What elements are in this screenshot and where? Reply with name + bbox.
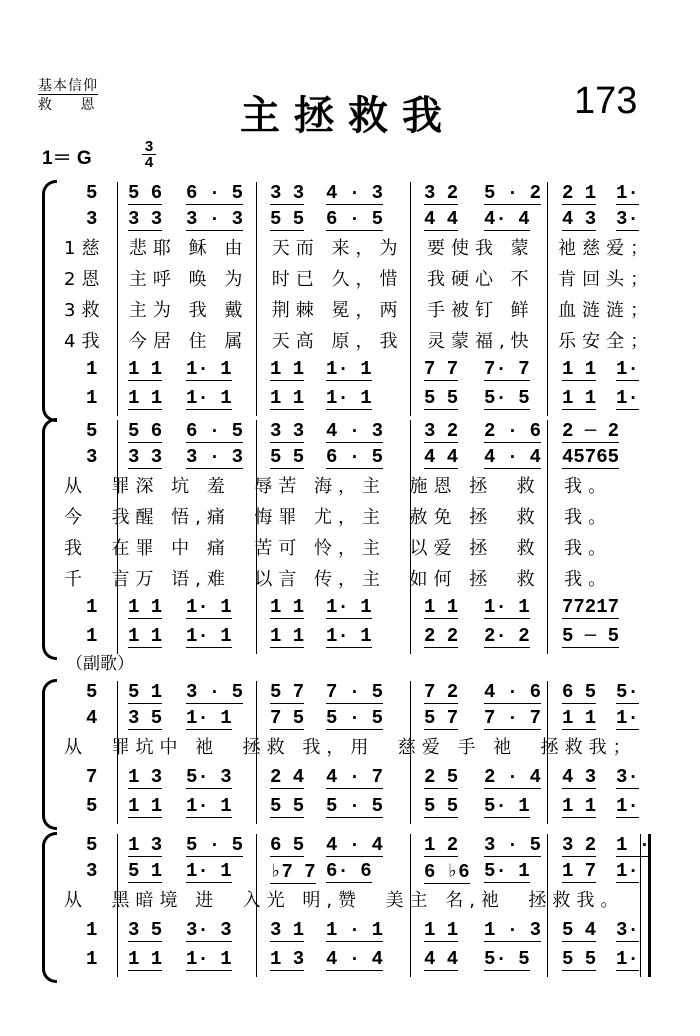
- note-row: [0, 681, 700, 707]
- note-cell: 4 4: [424, 948, 459, 970]
- note-cell: 4 · 4: [484, 446, 542, 468]
- note-cell: 1· 1: [186, 358, 232, 380]
- note-cell: 5 5: [270, 208, 305, 230]
- note-cell: 4 3: [562, 208, 597, 230]
- note-cell: 2 ─ 2: [562, 420, 620, 442]
- category-label: 基本信仰: [38, 78, 98, 94]
- note-row: [0, 948, 700, 977]
- note-cell: 4 · 4: [326, 948, 384, 970]
- note-cell: 1 1: [128, 387, 163, 409]
- lyric-line: 从 罪深 坑 羞 辱苦 海，主 施恩 拯 救 我。: [64, 476, 613, 497]
- note-cell: 3: [86, 208, 98, 230]
- note-cell: 1 1: [562, 795, 597, 817]
- note-cell: 3 · 3: [186, 208, 244, 230]
- note-cell: 2 · 6: [484, 420, 542, 442]
- note-row: [0, 834, 700, 860]
- chorus-label: （副歌）: [66, 654, 134, 674]
- note-cell: 5 4: [562, 919, 597, 941]
- note-row: [0, 387, 700, 416]
- note-cell: 1·: [616, 358, 639, 380]
- note-cell: 1 3: [128, 766, 163, 788]
- note-cell: 5 · 5: [326, 707, 384, 729]
- note-cell: 1·: [616, 707, 639, 729]
- lyric-line: 千 言万 语,难 以言 传，主 如何 拯 救 我。: [64, 569, 613, 590]
- note-cell: 4· 4: [484, 208, 530, 230]
- note-cell: 1 1: [562, 707, 597, 729]
- note-cell: ♭7 7: [270, 861, 316, 883]
- lyric-line: 从 黑暗境 进 入光 明,赞 美主 名,祂 拯救我。: [64, 890, 625, 911]
- note-cell: 5· 3: [186, 766, 232, 788]
- note-cell: 1: [86, 358, 98, 380]
- note-cell: 4 4: [424, 446, 459, 468]
- note-cell: 1·: [616, 860, 639, 882]
- key-signature: 1＝ G: [42, 148, 92, 169]
- note-cell: 6 · 5: [326, 208, 384, 230]
- note-cell: 2 · 4: [484, 766, 542, 788]
- note-cell: 5 · 5: [186, 834, 244, 856]
- note-cell: 7 · 5: [326, 681, 384, 703]
- note-cell: 1· 1: [326, 387, 372, 409]
- note-cell: 1 1: [128, 625, 163, 647]
- note-cell: 1·: [616, 182, 639, 204]
- lyric-line: 3救 主为 我 戴 荆棘 冕，两 手被钉 鲜 血涟涟；: [64, 300, 655, 321]
- note-cell: 3 3: [270, 420, 305, 442]
- note-cell: 4: [86, 707, 98, 729]
- note-cell: 1: [86, 625, 98, 647]
- note-cell: 4 · 7: [326, 766, 384, 788]
- note-cell: 6 ♭6: [424, 861, 470, 883]
- note-cell: 5: [86, 795, 98, 817]
- note-cell: 1 2: [424, 834, 459, 856]
- note-cell: 1· 1: [326, 625, 372, 647]
- note-cell: 2 1: [562, 182, 597, 204]
- note-cell: 1 1: [270, 358, 305, 380]
- note-cell: 5 6: [128, 420, 163, 442]
- note-row: [0, 860, 700, 886]
- note-cell: 5: [86, 834, 98, 856]
- lyric-line: 1慈 悲耶 稣 由 天而 来，为 要使我 蒙 祂慈爱；: [64, 238, 655, 259]
- note-cell: 5 5: [270, 795, 305, 817]
- note-cell: 5 1: [128, 860, 163, 882]
- lyric-line: 4我 今居 住 属 天高 原，我 灵蒙福,快 乐安全；: [64, 331, 655, 352]
- note-row: [0, 596, 700, 625]
- note-cell: 5 · 5: [326, 795, 384, 817]
- note-cell: 1: [86, 948, 98, 970]
- note-cell: 1·: [616, 795, 639, 817]
- time-signature: [142, 139, 156, 170]
- note-cell: 1 1: [270, 387, 305, 409]
- note-cell: 5·: [616, 681, 639, 703]
- note-cell: 3 3: [128, 208, 163, 230]
- note-cell: 3 1: [270, 919, 305, 941]
- note-cell: 1· 1: [186, 707, 232, 729]
- note-cell: 5· 5: [484, 387, 530, 409]
- note-cell: 5 ─ 5: [562, 625, 620, 647]
- note-cell: 6· 6: [326, 860, 372, 882]
- note-cell: 3 3: [128, 446, 163, 468]
- note-cell: 5· 1: [484, 860, 530, 882]
- note-cell: 5 6: [128, 182, 163, 204]
- note-cell: 5· 1: [484, 795, 530, 817]
- note-cell: 1 3: [128, 834, 163, 856]
- note-cell: 1 7: [562, 860, 597, 882]
- note-row: [0, 208, 700, 234]
- note-cell: 4 3: [562, 766, 597, 788]
- note-cell: 1· 1: [326, 358, 372, 380]
- note-cell: 5 5: [424, 795, 459, 817]
- note-cell: 3: [86, 860, 98, 882]
- lyric-line: 我 在罪 中 痛 苦可 怜，主 以爱 拯 救 我。: [64, 538, 613, 559]
- note-row: [0, 766, 700, 795]
- lyric-line: 2恩 主呼 唤 为 时已 久，惜 我硬心 不 肯回头；: [64, 269, 655, 290]
- note-cell: 3 5: [128, 919, 163, 941]
- note-row: [0, 795, 700, 824]
- lyric-line: 从 罪坑中 祂 拯救 我，用 慈爱 手 祂 拯救我；: [64, 737, 637, 758]
- note-cell: 1·: [616, 387, 639, 409]
- hymn-number: 173: [574, 80, 638, 122]
- note-cell: 6 5: [562, 681, 597, 703]
- note-cell: 3 2: [424, 420, 459, 442]
- note-row: [0, 919, 700, 948]
- lyric-line: 今 我醒 悟,痛 悔罪 尤，主 赦免 拯 救 我。: [64, 507, 613, 528]
- note-cell: 1 1: [270, 596, 305, 618]
- note-cell: 2 5: [424, 766, 459, 788]
- note-cell: 6 · 5: [186, 182, 244, 204]
- note-cell: 3 2: [424, 182, 459, 204]
- note-row: [0, 182, 700, 208]
- note-cell: 4 · 3: [326, 420, 384, 442]
- note-row: [0, 420, 700, 446]
- note-cell: 5 7: [270, 681, 305, 703]
- note-cell: 7 5: [270, 707, 305, 729]
- note-cell: 1 1: [270, 625, 305, 647]
- note-cell: 3 2: [562, 834, 597, 856]
- note-cell: 5 · 2: [484, 182, 542, 204]
- note-cell: 1 1: [128, 596, 163, 618]
- note-cell: 1 ·: [616, 834, 651, 856]
- note-cell: 3 · 5: [186, 681, 244, 703]
- note-cell: 1 3: [270, 948, 305, 970]
- note-cell: 3 · 3: [186, 446, 244, 468]
- hymn-title: 主拯救我: [240, 93, 456, 139]
- note-cell: 3: [86, 446, 98, 468]
- note-cell: 5 5: [562, 948, 597, 970]
- note-cell: 1 1: [562, 387, 597, 409]
- note-cell: 1· 1: [326, 596, 372, 618]
- note-cell: 7· 7: [484, 358, 530, 380]
- time-signature-top: 3: [142, 139, 156, 155]
- note-cell: 1 · 1: [326, 919, 384, 941]
- note-cell: 5· 5: [484, 948, 530, 970]
- note-row: [0, 358, 700, 387]
- note-cell: 1· 1: [186, 948, 232, 970]
- note-row: [0, 707, 700, 733]
- note-cell: 1· 1: [186, 625, 232, 647]
- note-cell: 3 · 5: [484, 834, 542, 856]
- note-cell: 1 1: [128, 795, 163, 817]
- note-cell: 7: [86, 766, 98, 788]
- note-cell: 1 1: [562, 358, 597, 380]
- note-cell: 3 3: [270, 182, 305, 204]
- note-cell: 77217: [562, 596, 620, 618]
- note-cell: 5: [86, 681, 98, 703]
- note-cell: 1 1: [128, 358, 163, 380]
- note-cell: 1 1: [424, 596, 459, 618]
- note-cell: 4 · 6: [484, 681, 542, 703]
- note-cell: 1· 1: [186, 860, 232, 882]
- note-cell: 5 5: [270, 446, 305, 468]
- note-cell: 3·: [616, 766, 639, 788]
- note-cell: 4 · 3: [326, 182, 384, 204]
- note-cell: 3 5: [128, 707, 163, 729]
- note-cell: 5 1: [128, 681, 163, 703]
- note-cell: 6 · 5: [326, 446, 384, 468]
- note-cell: 7 2: [424, 681, 459, 703]
- note-cell: 5 7: [424, 707, 459, 729]
- note-cell: 1 1: [128, 948, 163, 970]
- note-cell: 3· 3: [186, 919, 232, 941]
- note-cell: 3·: [616, 208, 639, 230]
- note-cell: 5: [86, 182, 98, 204]
- note-cell: 1 · 3: [484, 919, 542, 941]
- time-signature-bottom: 4: [144, 154, 154, 171]
- note-cell: 2 2: [424, 625, 459, 647]
- note-row: [0, 446, 700, 472]
- note-cell: 1· 1: [484, 596, 530, 618]
- note-cell: 5 5: [424, 387, 459, 409]
- note-cell: 6 5: [270, 834, 305, 856]
- note-cell: 1· 1: [186, 387, 232, 409]
- note-cell: 6 · 5: [186, 420, 244, 442]
- note-cell: 45765: [562, 446, 620, 468]
- note-cell: 1 1: [424, 919, 459, 941]
- note-cell: 1: [86, 919, 98, 941]
- subcategory-label: 救 恩: [38, 97, 107, 113]
- note-cell: 1·: [616, 948, 639, 970]
- note-cell: 4 · 4: [326, 834, 384, 856]
- note-cell: 2· 2: [484, 625, 530, 647]
- note-cell: 1: [86, 387, 98, 409]
- note-cell: 1: [86, 596, 98, 618]
- note-cell: 3·: [616, 919, 639, 941]
- note-cell: 1· 1: [186, 596, 232, 618]
- note-cell: 1· 1: [186, 795, 232, 817]
- note-cell: 2 4: [270, 766, 305, 788]
- note-cell: 7 · 7: [484, 707, 542, 729]
- note-cell: 5: [86, 420, 98, 442]
- note-cell: 7 7: [424, 358, 459, 380]
- note-cell: 4 4: [424, 208, 459, 230]
